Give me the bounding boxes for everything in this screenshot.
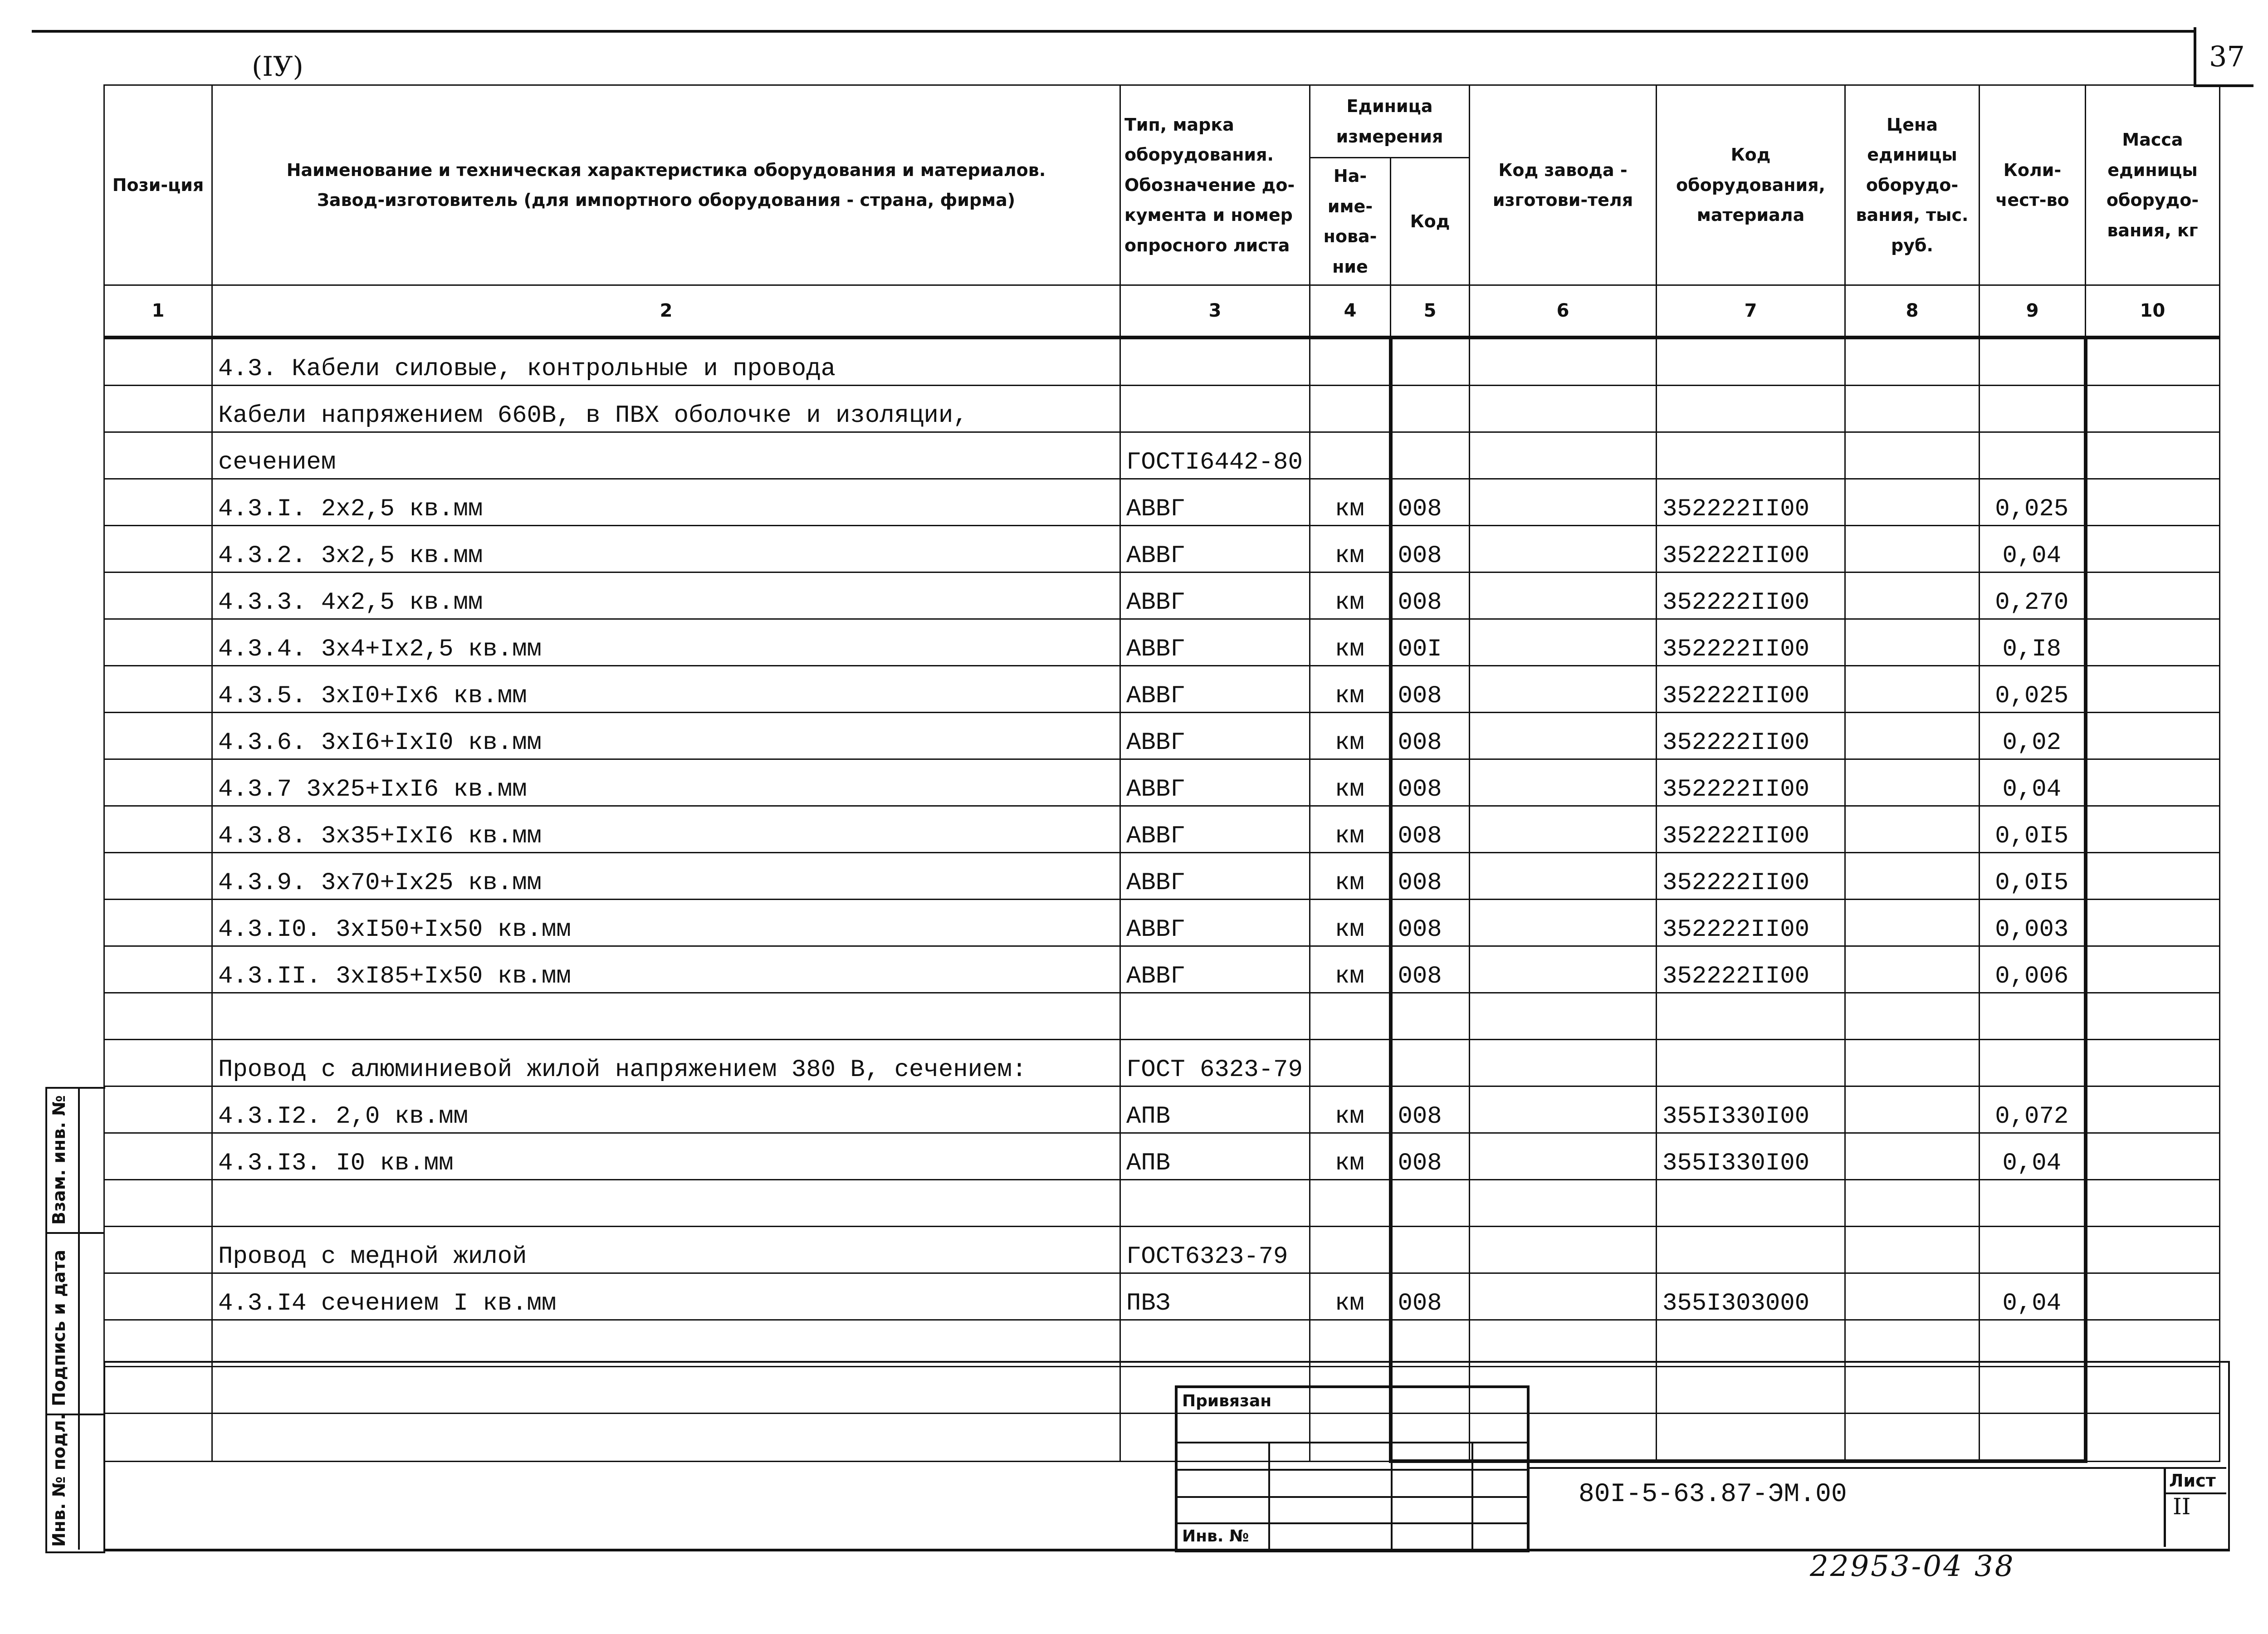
cell-price xyxy=(1845,1180,1980,1227)
cell-name xyxy=(212,993,1120,1040)
cell-unit: км xyxy=(1310,666,1391,713)
cell-factory-code xyxy=(1470,1040,1657,1086)
cell-name: 4.3.6. 3хI6+IхI0 кв.мм xyxy=(212,713,1120,759)
table-row xyxy=(104,1086,2220,1133)
cell-unit: км xyxy=(1310,1273,1391,1320)
cell-position xyxy=(104,432,212,479)
cell-unit-code xyxy=(1391,338,1470,386)
cell-factory-code xyxy=(1470,479,1657,526)
cell-position xyxy=(104,619,212,666)
cell-name xyxy=(212,1320,1120,1367)
cell-material-code: 355I303000 xyxy=(1657,1273,1845,1320)
cell-quantity: 0,04 xyxy=(1980,526,2086,572)
cell-mass xyxy=(2086,1320,2220,1367)
cell-factory-code xyxy=(1470,572,1657,619)
side-label-inventory: Инв. № подл. xyxy=(49,1413,69,1547)
cell-factory-code xyxy=(1470,619,1657,666)
cell-unit: км xyxy=(1310,853,1391,900)
cell-position xyxy=(104,386,212,432)
cell-unit: км xyxy=(1310,713,1391,759)
header-material-code: Код оборудования, материала xyxy=(1657,85,1845,285)
specification-table xyxy=(103,84,2220,1463)
cell-name: 4.3.4. 3х4+Iх2,5 кв.мм xyxy=(212,619,1120,666)
side-stamp-divider xyxy=(78,1087,80,1550)
cell-name: 4.3.8. 3х35+IхI6 кв.мм xyxy=(212,806,1120,853)
cell-unit-code: 008 xyxy=(1391,1273,1470,1320)
bottom-frame xyxy=(103,1361,2230,1551)
cell-name: 4.3.3. 4х2,5 кв.мм xyxy=(212,572,1120,619)
cell-quantity: 0,270 xyxy=(1980,572,2086,619)
header-unit-group: Единица измерения xyxy=(1310,85,1470,158)
cell-quantity: 0,04 xyxy=(1980,1133,2086,1180)
cell-name: 4.3.2. 3х2,5 кв.мм xyxy=(212,526,1120,572)
cell-type: ГОСТ 6323-79 xyxy=(1120,1040,1310,1086)
table-row xyxy=(104,666,2220,713)
column-number: 4 xyxy=(1310,285,1391,338)
part-label: (IУ) xyxy=(252,51,303,83)
cell-factory-code xyxy=(1470,759,1657,806)
cell-quantity: 0,I8 xyxy=(1980,619,2086,666)
cell-unit-code: 008 xyxy=(1391,759,1470,806)
cell-unit-code xyxy=(1391,1040,1470,1086)
cell-mass xyxy=(2086,338,2220,386)
title-block-line xyxy=(1527,1467,2226,1469)
cell-unit: км xyxy=(1310,572,1391,619)
header-name-line2: Завод-изготовитель (для импортного оборудования - страна, фирма) xyxy=(317,190,1016,210)
top-frame-line xyxy=(32,30,2194,33)
cell-type: АВВГ xyxy=(1120,666,1310,713)
cell-factory-code xyxy=(1470,1227,1657,1273)
cell-name: 4.3.I. 2х2,5 кв.мм xyxy=(212,479,1120,526)
cell-position xyxy=(104,853,212,900)
cell-price xyxy=(1845,993,1980,1040)
column-number: 10 xyxy=(2086,285,2220,338)
cell-material-code xyxy=(1657,1227,1845,1273)
cell-type: АВВГ xyxy=(1120,713,1310,759)
cell-mass xyxy=(2086,853,2220,900)
stamp-line xyxy=(1178,1442,1527,1443)
cell-factory-code xyxy=(1470,1320,1657,1367)
column-number: 8 xyxy=(1845,285,1980,338)
cell-price xyxy=(1845,666,1980,713)
cell-name xyxy=(212,1180,1120,1227)
cell-unit-code: 008 xyxy=(1391,572,1470,619)
cell-price xyxy=(1845,853,1980,900)
cell-factory-code xyxy=(1470,1086,1657,1133)
cell-name: 4.3.II. 3хI85+Iх50 кв.мм xyxy=(212,946,1120,993)
column-number: 2 xyxy=(212,285,1120,338)
cell-material-code: 352222II00 xyxy=(1657,759,1845,806)
cell-mass xyxy=(2086,993,2220,1040)
cell-quantity xyxy=(1980,1180,2086,1227)
header-unit-name: На-име-нова-ние xyxy=(1310,158,1391,285)
table-row xyxy=(104,713,2220,759)
cell-factory-code xyxy=(1470,666,1657,713)
cell-type xyxy=(1120,993,1310,1040)
column-number: 3 xyxy=(1120,285,1310,338)
cell-unit xyxy=(1310,386,1391,432)
cell-mass xyxy=(2086,386,2220,432)
cell-unit-code xyxy=(1391,1320,1470,1367)
cell-material-code: 352222II00 xyxy=(1657,900,1845,946)
cell-name: Провод с медной жилой xyxy=(212,1227,1120,1273)
document-code: 80I-5-63.87-ЭМ.00 xyxy=(1579,1480,1847,1509)
cell-factory-code xyxy=(1470,993,1657,1040)
cell-unit-code: 008 xyxy=(1391,666,1470,713)
cell-name: сечением xyxy=(212,432,1120,479)
stamp-divider xyxy=(1391,1442,1393,1550)
cell-type xyxy=(1120,338,1310,386)
cell-price xyxy=(1845,479,1980,526)
cell-type xyxy=(1120,1180,1310,1227)
cell-price xyxy=(1845,900,1980,946)
cell-position xyxy=(104,572,212,619)
cell-mass xyxy=(2086,1180,2220,1227)
cell-position xyxy=(104,479,212,526)
cell-material-code xyxy=(1657,1320,1845,1367)
cell-factory-code xyxy=(1470,806,1657,853)
cell-name: 4.3.5. 3хI0+Iх6 кв.мм xyxy=(212,666,1120,713)
cell-unit: км xyxy=(1310,619,1391,666)
sheet-list-number: II xyxy=(2173,1493,2191,1520)
cell-quantity: 0,003 xyxy=(1980,900,2086,946)
cell-position xyxy=(104,993,212,1040)
cell-name: 4.3.I0. 3хI50+Iх50 кв.мм xyxy=(212,900,1120,946)
header-unit-code: Код xyxy=(1391,158,1470,285)
header-price: Цена единицы оборудо-вания, тыс. руб. xyxy=(1845,85,1980,285)
table-row xyxy=(104,993,2220,1040)
column-number: 5 xyxy=(1391,285,1470,338)
cell-type: ПВЗ xyxy=(1120,1273,1310,1320)
cell-material-code: 352222II00 xyxy=(1657,666,1845,713)
cell-quantity xyxy=(1980,386,2086,432)
cell-unit-code: 008 xyxy=(1391,806,1470,853)
cell-unit-code: 00I xyxy=(1391,619,1470,666)
cell-material-code xyxy=(1657,1180,1845,1227)
cell-price xyxy=(1845,1227,1980,1273)
side-stamp-line xyxy=(45,1232,103,1234)
cell-material-code xyxy=(1657,432,1845,479)
cell-unit xyxy=(1310,1227,1391,1273)
cell-name: 4.3.I4 сечением I кв.мм xyxy=(212,1273,1120,1320)
cell-mass xyxy=(2086,666,2220,713)
table-row xyxy=(104,1180,2220,1227)
cell-unit: км xyxy=(1310,1086,1391,1133)
cell-material-code: 352222II00 xyxy=(1657,479,1845,526)
column-number: 7 xyxy=(1657,285,1845,338)
table-row xyxy=(104,338,2220,386)
cell-material-code: 355I330I00 xyxy=(1657,1086,1845,1133)
header-name xyxy=(212,85,1120,285)
cell-unit-code xyxy=(1391,432,1470,479)
cell-material-code xyxy=(1657,1040,1845,1086)
cell-unit-code xyxy=(1391,993,1470,1040)
cell-name: Кабели напряжением 660В, в ПВХ оболочке и изоляции, xyxy=(212,386,1120,432)
cell-price xyxy=(1845,1320,1980,1367)
cell-position xyxy=(104,1133,212,1180)
cell-quantity: 0,04 xyxy=(1980,759,2086,806)
cell-position xyxy=(104,338,212,386)
cell-name: 4.3.7 3х25+IхI6 кв.мм xyxy=(212,759,1120,806)
cell-material-code xyxy=(1657,993,1845,1040)
cell-quantity: 0,02 xyxy=(1980,713,2086,759)
cell-mass xyxy=(2086,526,2220,572)
cell-mass xyxy=(2086,1273,2220,1320)
header-factory-code: Код завода - изготови-теля xyxy=(1470,85,1657,285)
table-row xyxy=(104,1320,2220,1367)
table-row xyxy=(104,386,2220,432)
cell-unit-code xyxy=(1391,386,1470,432)
cell-price xyxy=(1845,806,1980,853)
cell-mass xyxy=(2086,479,2220,526)
cell-type: АВВГ xyxy=(1120,853,1310,900)
sheet-number: 37 xyxy=(2209,40,2245,73)
table-row xyxy=(104,1273,2220,1320)
cell-quantity xyxy=(1980,1320,2086,1367)
cell-quantity xyxy=(1980,338,2086,386)
stamp-title: Привязан xyxy=(1182,1392,1272,1410)
column-number: 9 xyxy=(1980,285,2086,338)
cell-position xyxy=(104,759,212,806)
cell-mass xyxy=(2086,1040,2220,1086)
header-type: Тип, марка оборудования. Обозначение до-кумента и номер опросного листа xyxy=(1120,85,1310,285)
sheet-list-label: Лист xyxy=(2169,1471,2216,1491)
column-number: 1 xyxy=(104,285,212,338)
header-quantity: Коли-чест-во xyxy=(1980,85,2086,285)
cell-mass xyxy=(2086,619,2220,666)
cell-position xyxy=(104,1273,212,1320)
cell-name: Провод с алюминиевой жилой напряжением 380 В, сечением: xyxy=(212,1040,1120,1086)
cell-material-code: 352222II00 xyxy=(1657,619,1845,666)
cell-type: АПВ xyxy=(1120,1133,1310,1180)
cell-factory-code xyxy=(1470,386,1657,432)
cell-quantity xyxy=(1980,432,2086,479)
cell-material-code: 352222II00 xyxy=(1657,946,1845,993)
cell-material-code: 352222II00 xyxy=(1657,713,1845,759)
cell-unit-code: 008 xyxy=(1391,526,1470,572)
cell-unit-code: 008 xyxy=(1391,946,1470,993)
cell-name: 4.3.I3. I0 кв.мм xyxy=(212,1133,1120,1180)
cell-position xyxy=(104,713,212,759)
cell-position xyxy=(104,1040,212,1086)
table-row xyxy=(104,853,2220,900)
table-row xyxy=(104,526,2220,572)
table-row xyxy=(104,572,2220,619)
cell-price xyxy=(1845,1133,1980,1180)
cell-unit: км xyxy=(1310,479,1391,526)
cell-position xyxy=(104,1086,212,1133)
cell-quantity: 0,025 xyxy=(1980,666,2086,713)
cell-name: 4.3.I2. 2,0 кв.мм xyxy=(212,1086,1120,1133)
cell-material-code xyxy=(1657,338,1845,386)
header-name-line1: Наименование и техническая характеристика оборудования и материалов. xyxy=(286,160,1046,180)
cell-factory-code xyxy=(1470,1273,1657,1320)
cell-unit-code: 008 xyxy=(1391,1086,1470,1133)
cell-factory-code xyxy=(1470,946,1657,993)
table-row xyxy=(104,1040,2220,1086)
handwritten-number: 22953-04 38 xyxy=(1810,1550,2015,1583)
cell-mass xyxy=(2086,1227,2220,1273)
cell-quantity: 0,072 xyxy=(1980,1086,2086,1133)
table-row xyxy=(104,1133,2220,1180)
cell-price xyxy=(1845,759,1980,806)
cell-factory-code xyxy=(1470,900,1657,946)
cell-type xyxy=(1120,1320,1310,1367)
cell-unit xyxy=(1310,338,1391,386)
cell-type: АВВГ xyxy=(1120,806,1310,853)
cell-type: ГОСТ6323-79 xyxy=(1120,1227,1310,1273)
cell-quantity xyxy=(1980,1040,2086,1086)
cell-quantity: 0,04 xyxy=(1980,1273,2086,1320)
cell-price xyxy=(1845,946,1980,993)
cell-price xyxy=(1845,713,1980,759)
cell-factory-code xyxy=(1470,432,1657,479)
cell-type: АВВГ xyxy=(1120,946,1310,993)
cell-quantity: 0,025 xyxy=(1980,479,2086,526)
cell-unit xyxy=(1310,1320,1391,1367)
cell-type: АВВГ xyxy=(1120,619,1310,666)
cell-price xyxy=(1845,1086,1980,1133)
stamp-divider xyxy=(1268,1442,1270,1550)
cell-price xyxy=(1845,386,1980,432)
cell-type xyxy=(1120,386,1310,432)
cell-unit: км xyxy=(1310,806,1391,853)
table-row xyxy=(104,806,2220,853)
cell-type: АВВГ xyxy=(1120,572,1310,619)
cell-price xyxy=(1845,619,1980,666)
cell-position xyxy=(104,806,212,853)
cell-quantity: 0,006 xyxy=(1980,946,2086,993)
table-row xyxy=(104,900,2220,946)
cell-quantity: 0,0I5 xyxy=(1980,853,2086,900)
stamp-divider xyxy=(1471,1442,1473,1550)
cell-unit: км xyxy=(1310,526,1391,572)
binding-stamp xyxy=(1175,1385,1530,1552)
cell-unit: км xyxy=(1310,900,1391,946)
cell-position xyxy=(104,1320,212,1367)
cell-name: 4.3. Кабели силовые, контрольные и провода xyxy=(212,338,1120,386)
cell-price xyxy=(1845,1040,1980,1086)
table-row xyxy=(104,432,2220,479)
cell-price xyxy=(1845,338,1980,386)
cell-unit-code: 008 xyxy=(1391,479,1470,526)
cell-material-code: 352222II00 xyxy=(1657,526,1845,572)
cell-factory-code xyxy=(1470,853,1657,900)
stamp-inv: Инв. № xyxy=(1182,1527,1249,1546)
side-label-signature: Подпись и дата xyxy=(49,1249,69,1406)
cell-mass xyxy=(2086,432,2220,479)
cell-factory-code xyxy=(1470,1133,1657,1180)
cell-mass xyxy=(2086,900,2220,946)
cell-material-code: 355I330I00 xyxy=(1657,1133,1845,1180)
cell-price xyxy=(1845,1273,1980,1320)
cell-unit-code: 008 xyxy=(1391,713,1470,759)
cell-unit-code: 008 xyxy=(1391,853,1470,900)
stamp-line xyxy=(1178,1496,1527,1498)
cell-factory-code xyxy=(1470,526,1657,572)
cell-type: АВВГ xyxy=(1120,900,1310,946)
cell-position xyxy=(104,900,212,946)
cell-unit-code xyxy=(1391,1180,1470,1227)
cell-type: АВВГ xyxy=(1120,526,1310,572)
cell-position xyxy=(104,1180,212,1227)
cell-material-code: 352222II00 xyxy=(1657,572,1845,619)
cell-material-code: 352222II00 xyxy=(1657,853,1845,900)
cell-factory-code xyxy=(1470,713,1657,759)
cell-unit-code: 008 xyxy=(1391,900,1470,946)
cell-price xyxy=(1845,526,1980,572)
cell-unit xyxy=(1310,432,1391,479)
cell-position xyxy=(104,666,212,713)
cell-material-code xyxy=(1657,386,1845,432)
cell-mass xyxy=(2086,572,2220,619)
cell-position xyxy=(104,946,212,993)
cell-factory-code xyxy=(1470,338,1657,386)
cell-price xyxy=(1845,572,1980,619)
stamp-line xyxy=(1178,1469,1527,1471)
cell-quantity: 0,0I5 xyxy=(1980,806,2086,853)
cell-position xyxy=(104,1227,212,1273)
cell-type: АВВГ xyxy=(1120,479,1310,526)
cell-mass xyxy=(2086,806,2220,853)
cell-mass xyxy=(2086,946,2220,993)
cell-name: 4.3.9. 3х70+Iх25 кв.мм xyxy=(212,853,1120,900)
table-row xyxy=(104,1227,2220,1273)
cell-type: АВВГ xyxy=(1120,759,1310,806)
cell-mass xyxy=(2086,759,2220,806)
table-row xyxy=(104,479,2220,526)
table-row xyxy=(104,946,2220,993)
cell-quantity xyxy=(1980,1227,2086,1273)
table-row xyxy=(104,759,2220,806)
cell-factory-code xyxy=(1470,1180,1657,1227)
cell-mass xyxy=(2086,713,2220,759)
cell-type: ГОСТI6442-80 xyxy=(1120,432,1310,479)
cell-mass xyxy=(2086,1086,2220,1133)
cell-unit-code: 008 xyxy=(1391,1133,1470,1180)
cell-unit: км xyxy=(1310,759,1391,806)
header-position: Пози-ция xyxy=(104,85,212,285)
column-number: 6 xyxy=(1470,285,1657,338)
cell-position xyxy=(104,526,212,572)
cell-unit: км xyxy=(1310,1133,1391,1180)
cell-unit xyxy=(1310,1180,1391,1227)
cell-price xyxy=(1845,432,1980,479)
cell-unit xyxy=(1310,993,1391,1040)
cell-unit xyxy=(1310,1040,1391,1086)
cell-type: АПВ xyxy=(1120,1086,1310,1133)
side-label-replacement: Взам. инв. № xyxy=(49,1095,69,1225)
cell-unit: км xyxy=(1310,946,1391,993)
stamp-line xyxy=(1178,1522,1527,1524)
cell-unit-code xyxy=(1391,1227,1470,1273)
header-mass: Масса единицы оборудо-вания, кг xyxy=(2086,85,2220,285)
cell-mass xyxy=(2086,1133,2220,1180)
table-row xyxy=(104,619,2220,666)
cell-quantity xyxy=(1980,993,2086,1040)
column-numbers-row xyxy=(104,285,2220,338)
cell-material-code: 352222II00 xyxy=(1657,806,1845,853)
